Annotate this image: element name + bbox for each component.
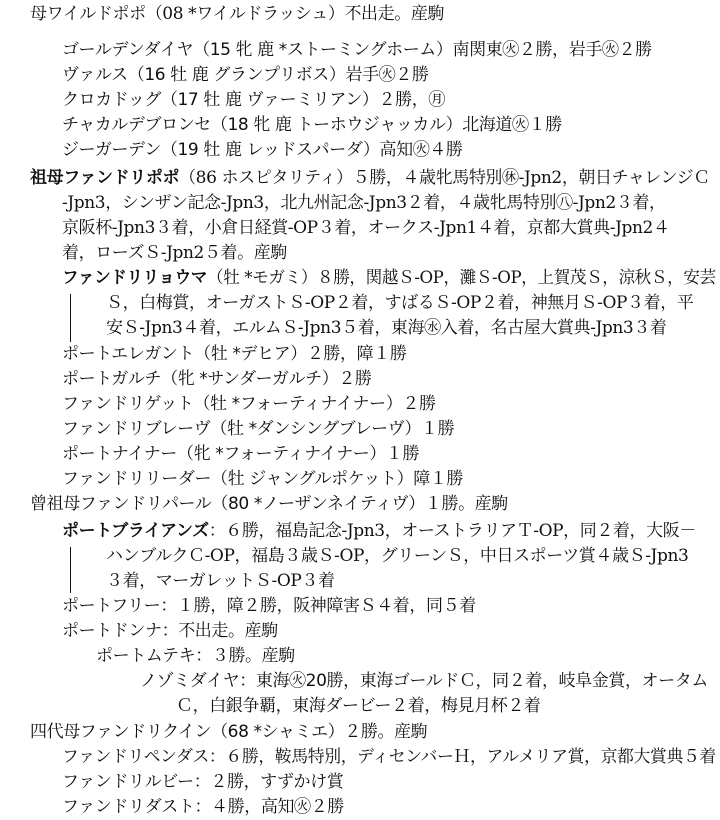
offspring-detail-cont: ハンブルクＣ-OP，福島３歳Ｓ-OP，グリーンＳ，中日スポーツ賞４歳Ｓ-Jpn3 xyxy=(106,546,689,566)
grand-offspring-line: ポートムテキ：３勝。産駒 xyxy=(96,646,295,666)
offspring-line: クロカドッグ（17 牡 鹿 ヴァーミリアン）２勝，㊊ xyxy=(62,90,445,110)
offspring-line: ポートフリー：１勝，障２勝，阪神障害Ｓ４着，同５着 xyxy=(62,596,476,616)
granddam-line xyxy=(30,166,710,190)
offspring-name: ポートブライアンズ xyxy=(62,521,209,541)
offspring-line: ファンドリダスト：４勝，高知㊋２勝 xyxy=(62,797,344,817)
offspring-line: ポートナイナー（牝 *フォーティナイナー）１勝 xyxy=(62,444,420,464)
offspring-line: ファンドリリーダー（牡 ジャングルポケット）障１勝 xyxy=(62,469,464,489)
granddam-detail-cont: 京阪杯-Jpn3３着，小倉日経賞-OP３着，オークス-Jpn1４着，京都大賞典-Jpn2４ xyxy=(62,218,670,238)
offspring-line: チャカルデブロンセ（18 牝 鹿 トーホウジャッカル）北海道㊋１勝 xyxy=(62,115,562,135)
granddam-detail: （86 ホスピタリティ）５勝，４歳牝馬特別㊡-Jpn2，朝日チャレンジＣ xyxy=(179,168,710,188)
offspring-line: ファンドリペンダス：６勝，鞍馬特別，ディセンバーＨ，アルメリア賞，京都大賞典５着 xyxy=(62,747,716,767)
dam-detail: （08 *ワイルドラッシュ）不出走。産駒 xyxy=(145,4,445,24)
offspring-line-major xyxy=(62,519,696,543)
offspring-detail-cont: ３着，マーガレットＳ-OP３着 xyxy=(106,571,335,591)
offspring-detail-cont: Ｓ，白梅賞，オーガストＳ-OP２着，すばるＳ-OP２着，神無月Ｓ-OP３着，平 xyxy=(106,293,694,313)
dam-label: 母ワイルドポポ xyxy=(30,4,146,24)
offspring-line: ポートドンナ：不出走。産駒 xyxy=(62,621,278,641)
offspring-line: ポートガルチ（牝 *サンダーガルチ）２勝 xyxy=(62,369,372,389)
great-granddam-line: 曾祖母ファンドリパール（80 *ノーザンネイティヴ）１勝。産駒 xyxy=(30,494,508,514)
offspring-line: ゴールデンダイヤ（15 牝 鹿 *ストーミングホーム）南関東㊋２勝，岩手㊋２勝 xyxy=(62,40,652,60)
offspring-line-major xyxy=(62,266,716,290)
offspring-line: ファンドリルビー：２勝，すずかけ賞 xyxy=(62,772,344,792)
dam-line xyxy=(30,2,444,26)
offspring-detail: （牡 *モガミ）８勝，関越Ｓ-OP，灘Ｓ-OP，上賀茂Ｓ，涼秋Ｓ，安芸 xyxy=(207,268,716,288)
offspring-name: ファンドリリョウマ xyxy=(62,268,208,288)
offspring-line: ジーガーデン（19 牡 鹿 レッドスパーダ）高知㊋４勝 xyxy=(62,140,463,160)
offspring-line: ファンドリブレーヴ（牡 *ダンシングブレーヴ）１勝 xyxy=(62,419,455,439)
offspring-line: ファンドリゲット（牡 *フォーティナイナー）２勝 xyxy=(62,394,436,414)
granddam-detail-cont: -Jpn3，シンザン記念-Jpn3，北九州記念-Jpn3２着，４歳牝馬特別㊇-Jpn2３着， xyxy=(62,193,666,213)
granddam-name: ファンドリポポ xyxy=(63,168,180,188)
offspring-line: ヴァルス（16 牡 鹿 グランプリボス）岩手㊋２勝 xyxy=(62,65,429,85)
offspring-detail: ：６勝，福島記念-Jpn3，オーストラリアＴ-OP，同２着，大阪－ xyxy=(208,521,696,541)
bracket-line xyxy=(70,547,71,593)
bracket-line xyxy=(70,294,71,342)
great-grand-offspring-line: ノゾミダイヤ：東海㊋20勝，東海ゴールドＣ，同２着，岐阜金賞，オータム xyxy=(140,671,708,691)
granddam-detail-cont: 着，ローズＳ-Jpn2５着。産駒 xyxy=(62,243,287,263)
offspring-detail-cont: 安Ｓ-Jpn3４着，エルムＳ-Jpn3５着，東海㊌入着，名古屋大賞典-Jpn3３着 xyxy=(106,318,667,338)
fourth-dam-line: 四代母ファンドリクイン（68 *シャミエ）２勝。産駒 xyxy=(30,722,428,742)
offspring-detail-cont: Ｃ，白銀争覇，東海ダービー２着，梅見月杯２着 xyxy=(176,696,541,716)
offspring-line: ポートエレガント（牡 *デヒア）２勝，障１勝 xyxy=(62,344,407,364)
granddam-label: 祖母 xyxy=(30,168,64,188)
